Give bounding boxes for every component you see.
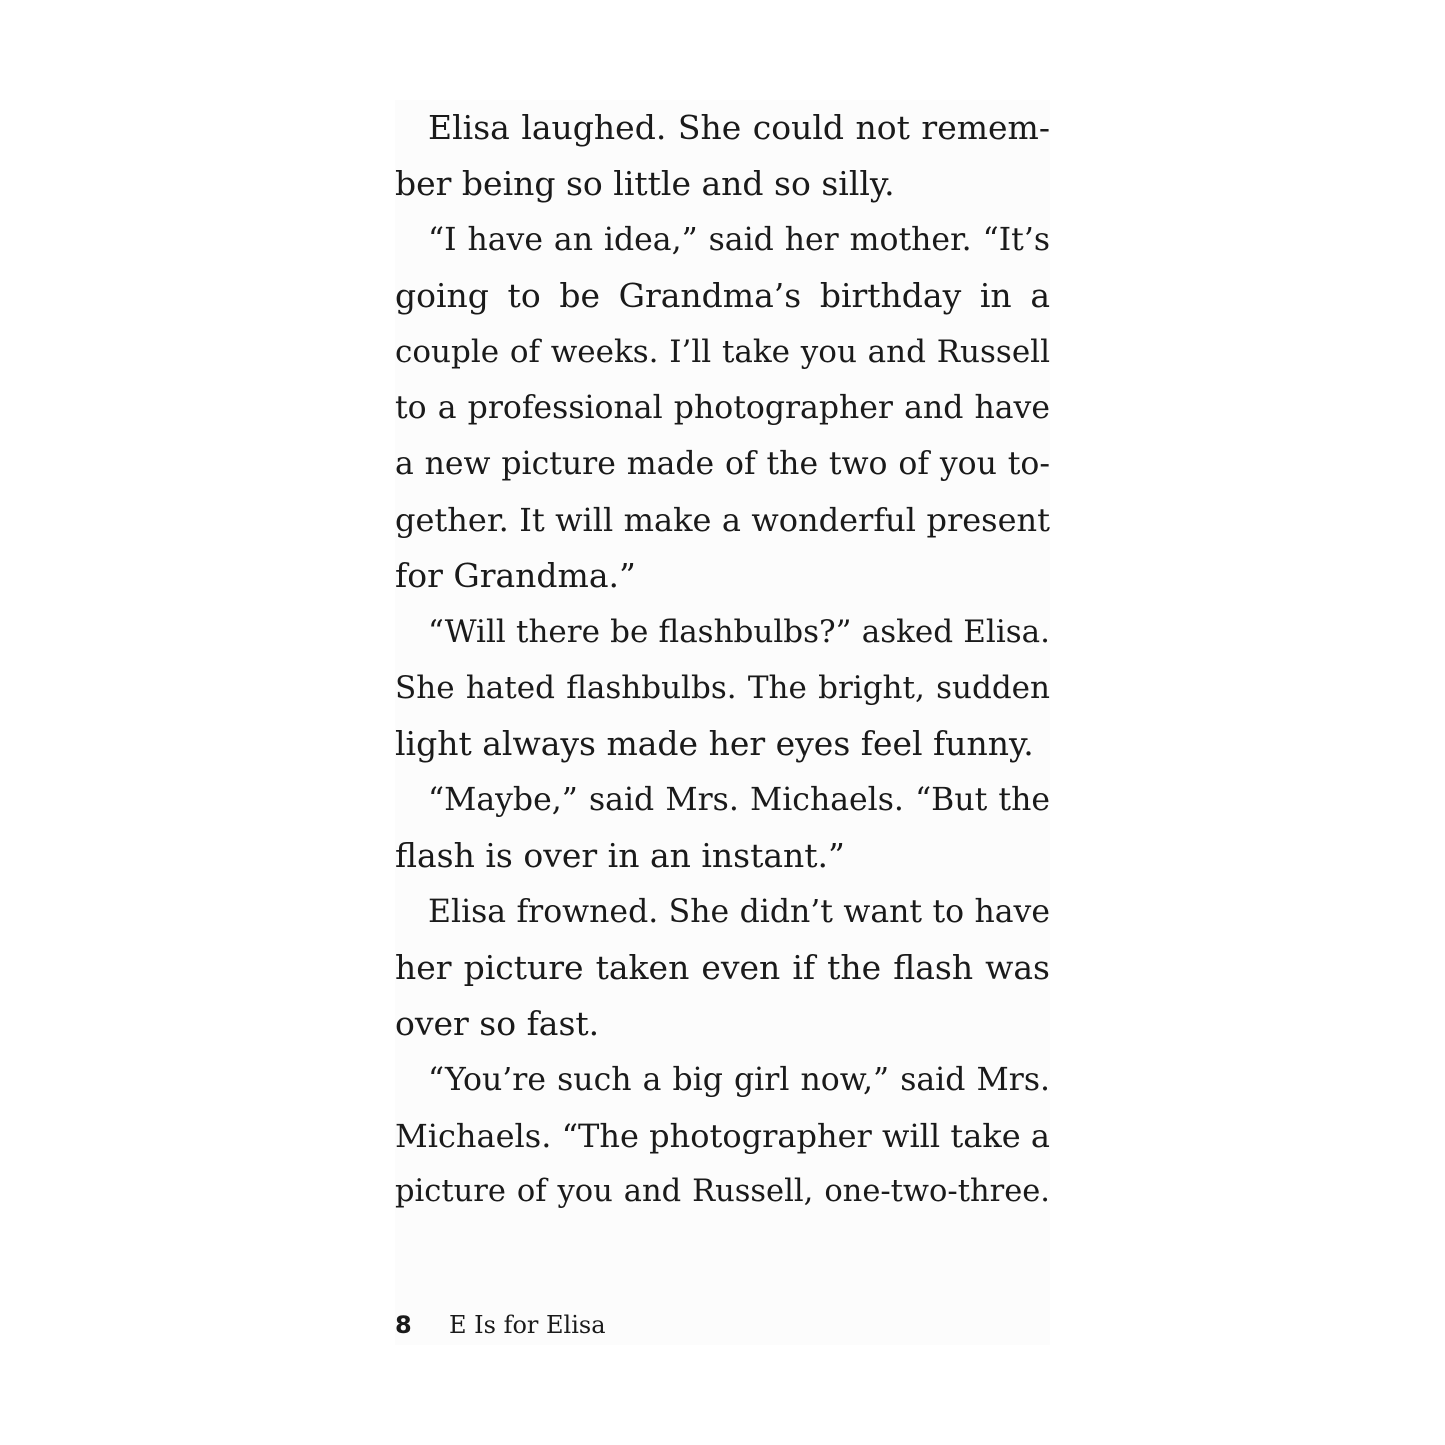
book-page: [395, 100, 1050, 1345]
text-line: “Maybe,” said Mrs. Michaels. “But the: [428, 782, 1050, 818]
text-line: picture of you and Russell, one-two-three.: [395, 1174, 1050, 1209]
text-line: “I have an idea,” said her mother. “It’s: [428, 222, 1050, 258]
text-line: gether. It will make a wonderful present: [395, 501, 1050, 539]
text-line: to a professional photographer and have: [395, 390, 1050, 426]
text-line: Elisa frowned. She didn’t want to have: [428, 894, 1050, 930]
text-line: Michaels. “The photographer will take a: [395, 1117, 1050, 1155]
text-line: going to be Grandma’s birthday in a: [395, 276, 1050, 315]
text-line: couple of weeks. I’ll take you and Russell: [395, 334, 1050, 370]
page-number: 8: [395, 1311, 412, 1339]
running-title: E Is for Elisa: [449, 1311, 606, 1339]
text-line: over so fast.: [395, 1004, 600, 1043]
text-line: a new picture made of the two of you to-: [395, 446, 1050, 482]
text-line: “You’re such a big girl now,” said Mrs.: [428, 1062, 1050, 1098]
text-line: her picture taken even if the flash was: [395, 948, 1050, 987]
text-line: She hated flashbulbs. The bright, sudden: [395, 670, 1050, 706]
text-line: flash is over in an instant.”: [395, 836, 845, 875]
text-line: “Will there be flashbulbs?” asked Elisa.: [428, 614, 1050, 650]
text-line: Elisa laughed. She could not remem-: [428, 108, 1050, 147]
text-line: light always made her eyes feel funny.: [395, 724, 1034, 763]
text-line: ber being so little and so silly.: [395, 164, 895, 203]
text-line: for Grandma.”: [395, 556, 636, 595]
